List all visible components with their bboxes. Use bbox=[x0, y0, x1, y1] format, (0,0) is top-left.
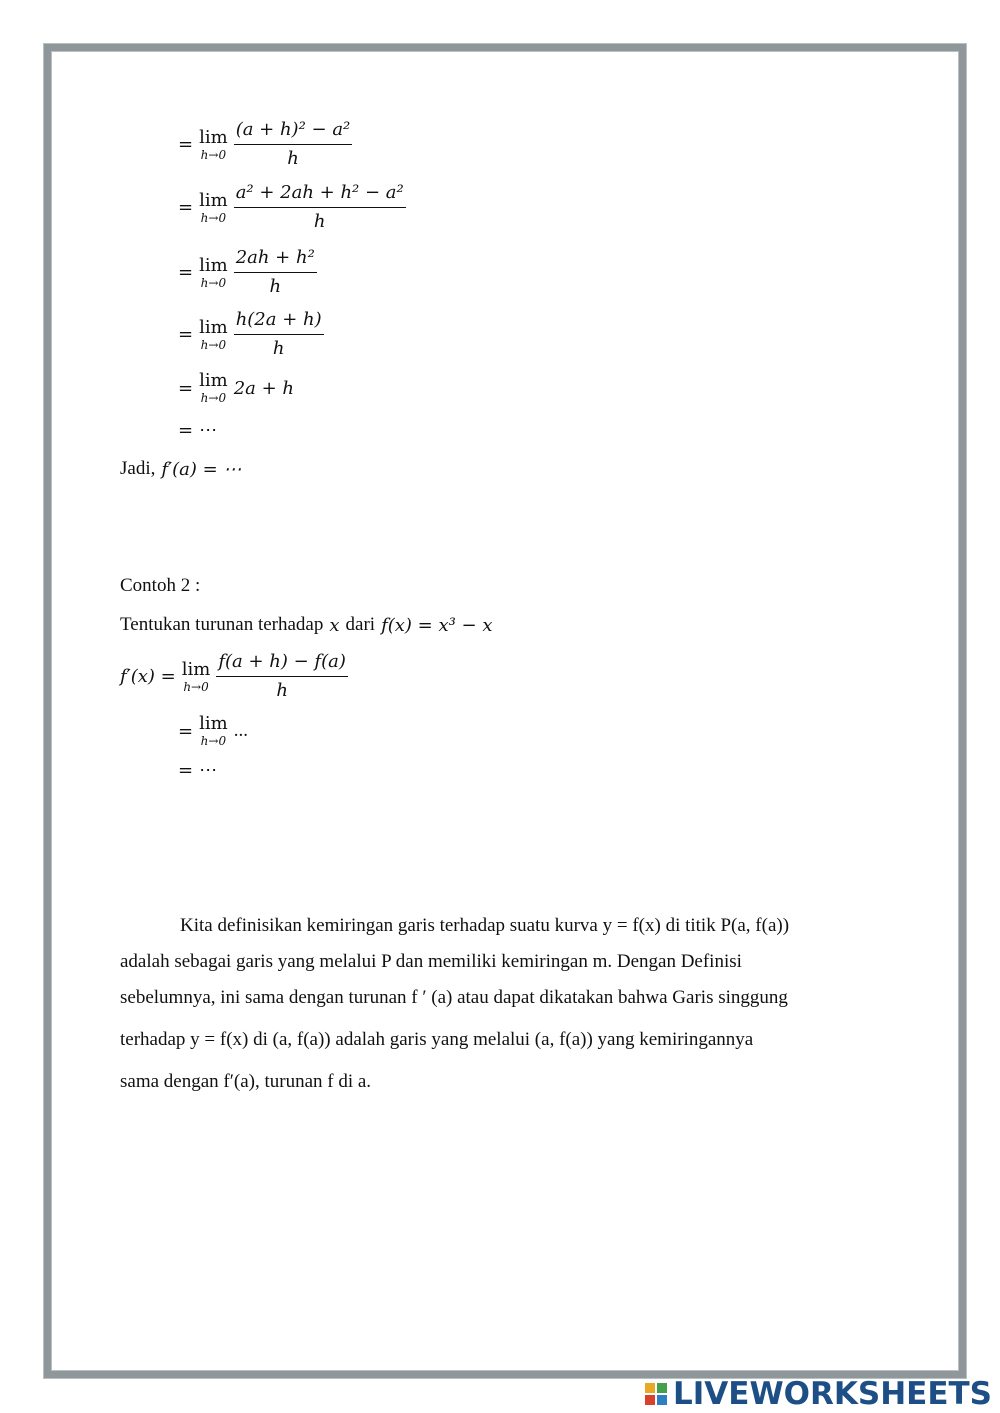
fraction: $\frac{h(2a + h)}{h}$ bbox=[235, 309, 322, 359]
equals-sign: = bbox=[178, 760, 194, 781]
conclusion-label: Jadi, bbox=[120, 458, 156, 479]
task-variable: x bbox=[329, 614, 340, 636]
definition-paragraph bbox=[120, 908, 855, 1100]
fraction: $\frac{f(a + h) - f(a)}{h}$ bbox=[218, 651, 346, 701]
step-5 bbox=[178, 372, 294, 404]
limit-operator: lim h→0 bbox=[199, 713, 228, 748]
conclusion-math: f′(a) = ⋯ bbox=[161, 458, 242, 480]
limit-operator: lim h→0 bbox=[199, 254, 228, 290]
equals-sign: = bbox=[178, 262, 194, 284]
example-2-step-1 bbox=[178, 715, 248, 747]
example-2-heading: Contoh 2 : bbox=[120, 575, 201, 596]
example-2-step-2 bbox=[178, 760, 217, 781]
task-dari: dari bbox=[345, 614, 376, 635]
derivative-lhs: f′(x) = bbox=[120, 666, 176, 688]
equals-sign: = bbox=[178, 420, 194, 441]
task-text: Tentukan turunan terhadap bbox=[120, 614, 324, 635]
step-1 bbox=[178, 120, 352, 169]
paragraph-line: sebelumnya, ini sama dengan turunan f ′ (a) atau dapat dikatakan bahwa Garis singgung bbox=[120, 987, 788, 1008]
equals-sign: = bbox=[178, 134, 194, 156]
equals-sign: = bbox=[178, 377, 194, 399]
limit-operator: lim h→0 bbox=[199, 126, 228, 162]
paragraph-line: Kita definisikan kemiringan garis terhadap suatu kurva y = f(x) di titik P(a, f(a)) bbox=[180, 915, 790, 936]
page-border bbox=[44, 44, 966, 1378]
paragraph-line: adalah sebagai garis yang melalui P dan memiliki kemiringan m. Dengan Definisi bbox=[120, 951, 742, 972]
task-function: f(x) = x³ − x bbox=[381, 614, 493, 636]
limit-operator: lim h→0 bbox=[199, 316, 228, 352]
expression: 2a + h bbox=[233, 377, 294, 399]
limit-operator: lim h→0 bbox=[181, 658, 211, 694]
liveworksheets-logo bbox=[645, 1376, 992, 1412]
step-6 bbox=[178, 420, 217, 441]
fraction: $\frac{\text{(a + h)² − a²}}{h}$ bbox=[235, 119, 351, 169]
derivative-definition bbox=[120, 652, 348, 701]
step-2 bbox=[178, 183, 406, 232]
fraction: $\frac{\text{2ah + h²}}{h}$ bbox=[235, 247, 315, 297]
limit-operator: lim h→0 bbox=[199, 189, 228, 225]
step-4 bbox=[178, 310, 324, 359]
paragraph-line: sama dengan f′(a), turunan f di a. bbox=[120, 1071, 372, 1092]
example-2-task bbox=[120, 614, 493, 636]
paragraph-line: terhadap y = f(x) di (a, f(a)) adalah garis yang melalui (a, f(a)) yang kemiringannya bbox=[120, 1029, 754, 1050]
equals-sign: = bbox=[178, 720, 194, 742]
equals-sign: = bbox=[178, 324, 194, 346]
fraction: $\frac{\text{a² + 2ah + h² − a²}}{h}$ bbox=[235, 182, 404, 232]
conclusion bbox=[120, 458, 241, 480]
ellipsis: ⋯ bbox=[199, 760, 218, 781]
limit-operator: lim h→0 bbox=[199, 370, 228, 405]
logo-text: LIVEWORKSHEETS bbox=[673, 1376, 992, 1412]
equals-sign: = bbox=[178, 197, 194, 219]
step-3 bbox=[178, 248, 317, 297]
ellipsis: ⋯ bbox=[199, 420, 218, 441]
logo-icon bbox=[645, 1383, 667, 1405]
ellipsis: ... bbox=[233, 720, 248, 741]
